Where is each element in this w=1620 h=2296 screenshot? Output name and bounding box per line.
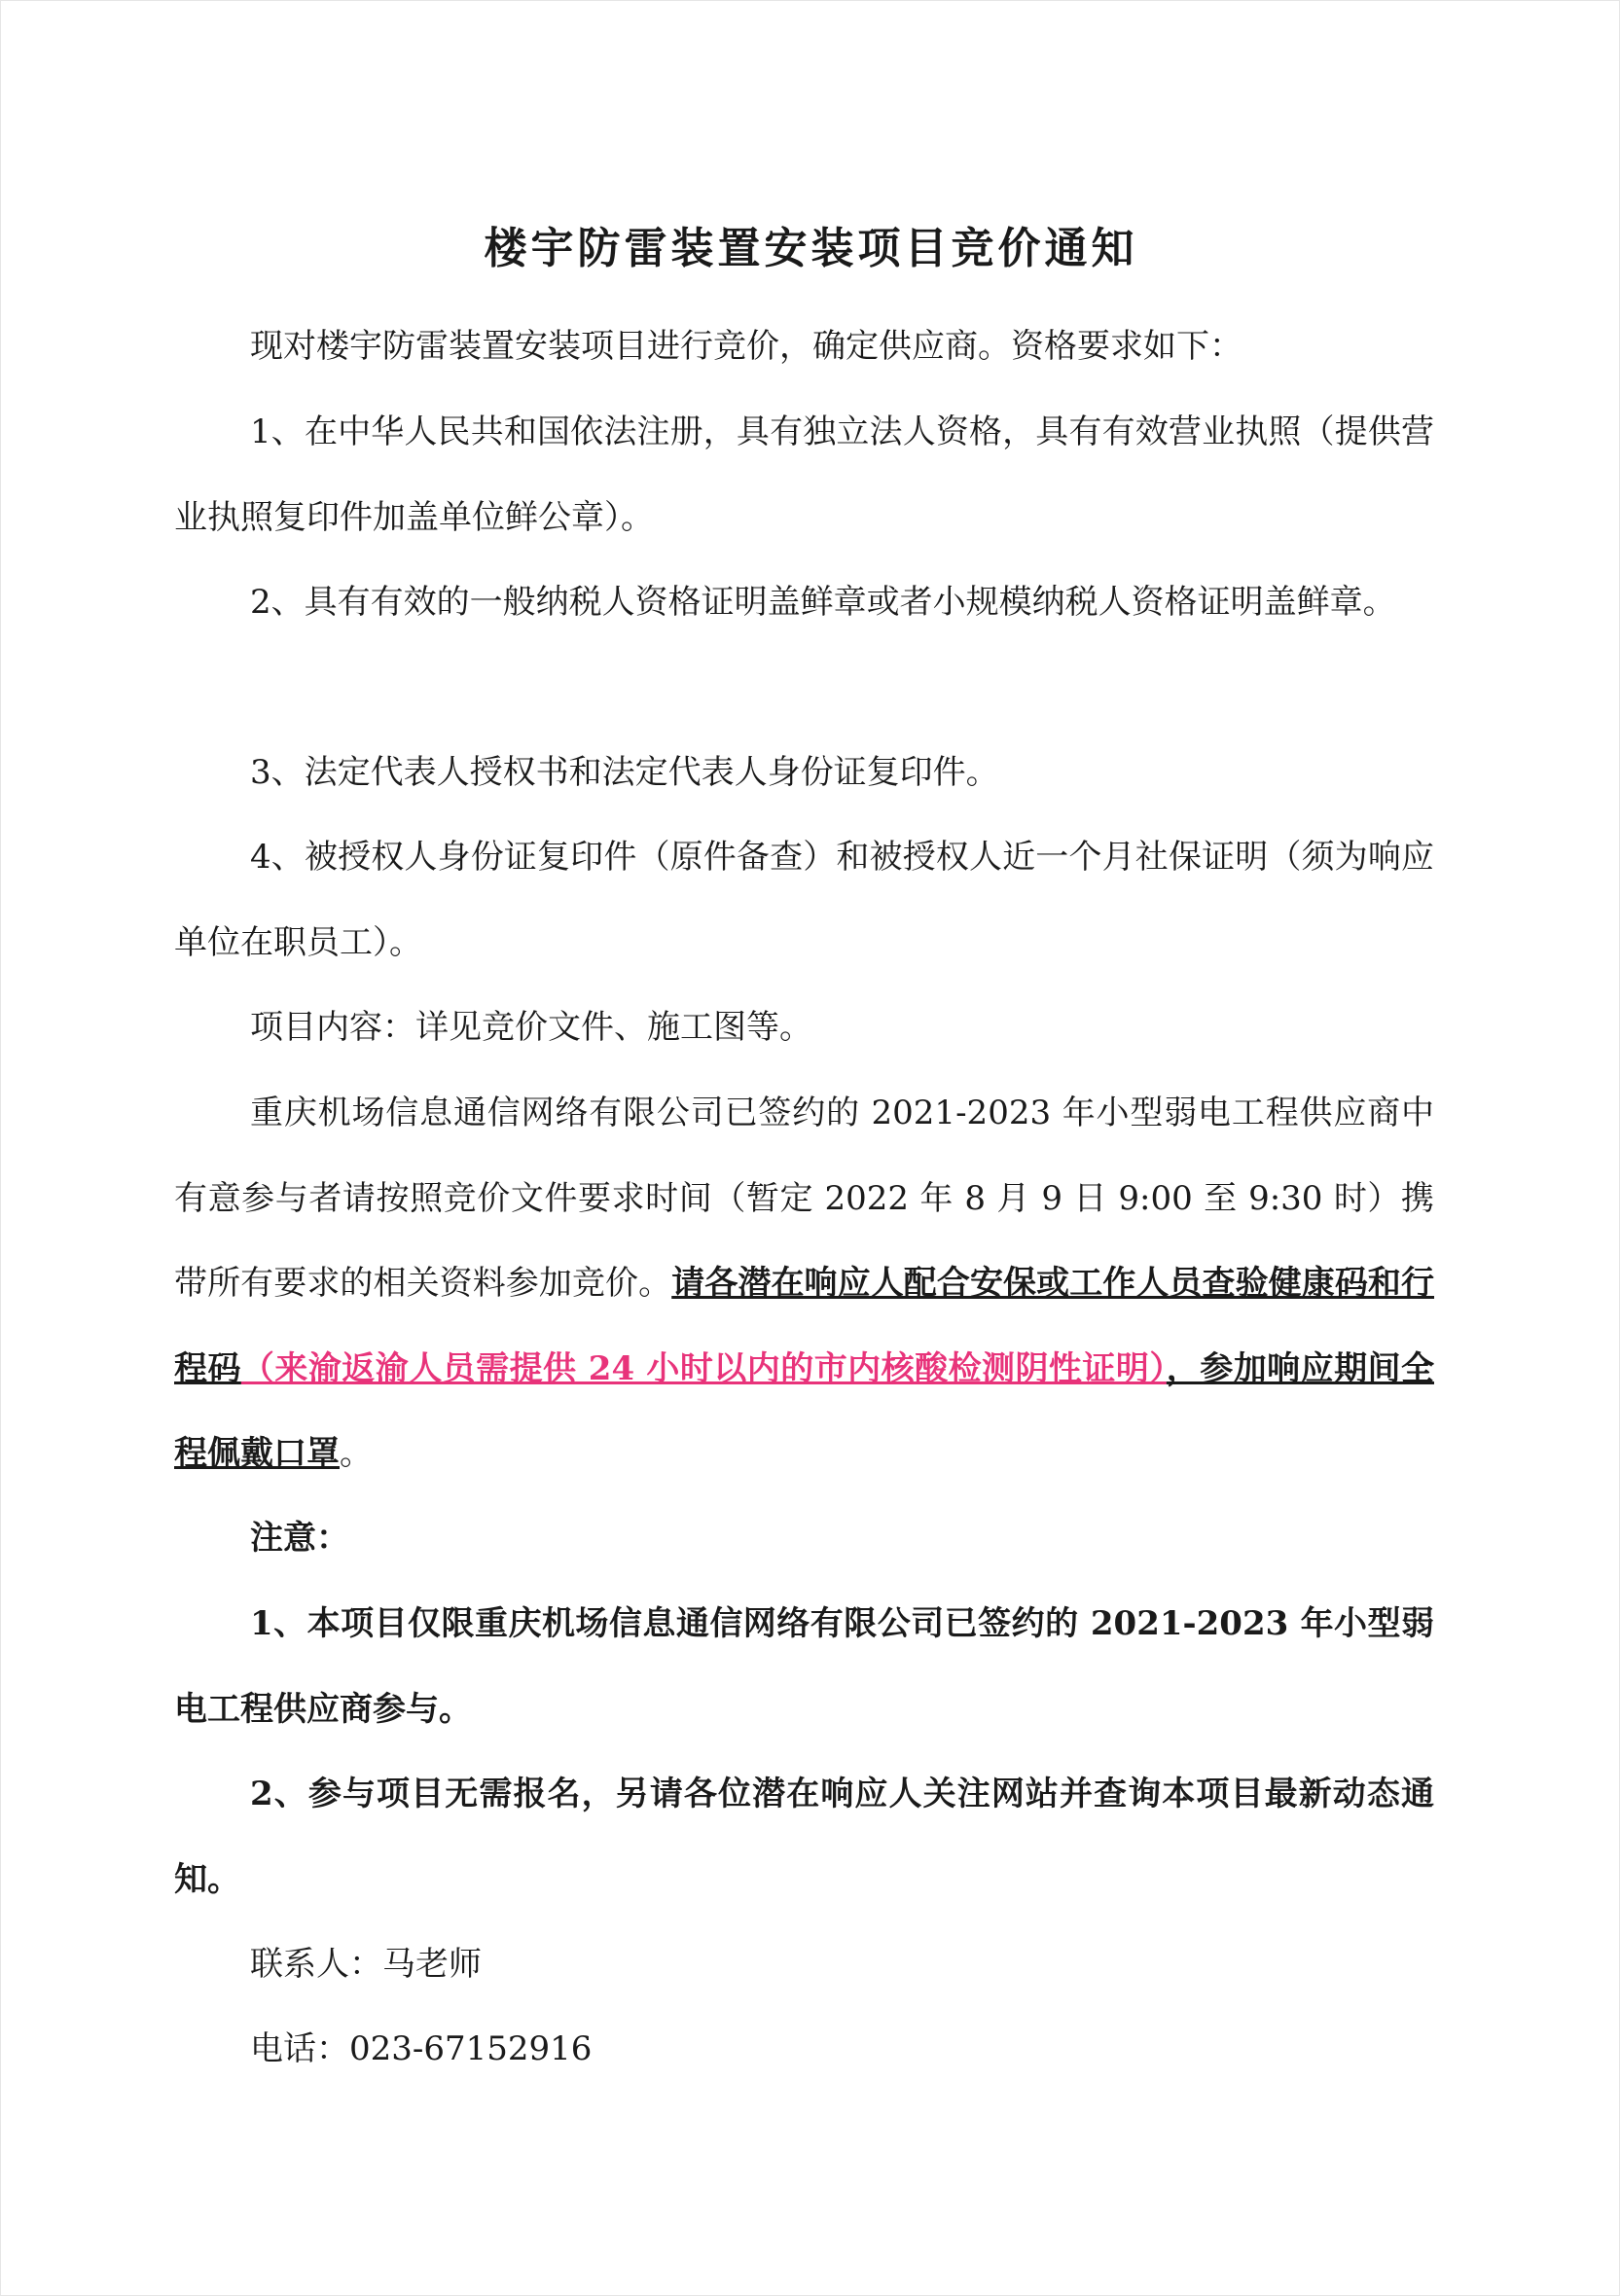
note-title: 注意： xyxy=(250,1519,349,1558)
mask-notice: ，参加响应期间全程佩戴口罩 xyxy=(174,1348,1434,1473)
requirement-1: 1、在中华人民共和国依法注册，具有独立法人资格，具有有效营业执照（提供营业执照复印件加盖单位鲜公章）。 xyxy=(174,413,1434,537)
nucleic-test-notice: （来渝返渝人员需提供 24 小时以内的市内核酸检测阴性证明） xyxy=(240,1348,1167,1388)
main-end-punct: 。 xyxy=(340,1434,373,1473)
requirement-4: 4、被授权人身份证复印件（原件备查）和被授权人近一个月社保证明（须为响应单位在职员工）。 xyxy=(174,838,1434,962)
note-1: 1、本项目仅限重庆机场信息通信网络有限公司已签约的 2021-2023 年小型弱电工程供应商参与。 xyxy=(174,1604,1434,1729)
contact-person: 联系人：马老师 xyxy=(250,1945,482,1984)
health-code-notice: 请各潜在响应人配合安保或工作人员查验健康码和行程码 xyxy=(174,1264,1435,1388)
project-content: 项目内容：详见竞价文件、施工图等。 xyxy=(250,1008,812,1047)
contact-phone: 电话：023-67152916 xyxy=(250,2029,593,2068)
document-title: 楼宇防雷装置安装项目竞价通知 xyxy=(484,224,1138,273)
note-2: 2、参与项目无需报名，另请各位潜在响应人关注网站并查询本项目最新动态通知。 xyxy=(174,1775,1434,1899)
intro-paragraph: 现对楼宇防雷装置安装项目进行竞价，确定供应商。资格要求如下： xyxy=(250,327,1242,366)
requirement-2: 2、具有有效的一般纳税人资格证明盖鲜章或者小规模纳税人资格证明盖鲜章。 xyxy=(250,583,1396,622)
requirement-3: 3、法定代表人授权书和法定代表人身份证复印件。 xyxy=(250,753,999,792)
main-plain-text: 重庆机场信息通信网络有限公司已签约的 2021-2023 年小型弱电工程供应商中有意参与者请按照竞价文件要求时间（暂定 2022 年 8 月 9 日 9:00 至 9:30 时）携带所有要求的相关资料参加竞价。 xyxy=(174,1094,1434,1303)
main-paragraph xyxy=(174,1071,1434,1497)
